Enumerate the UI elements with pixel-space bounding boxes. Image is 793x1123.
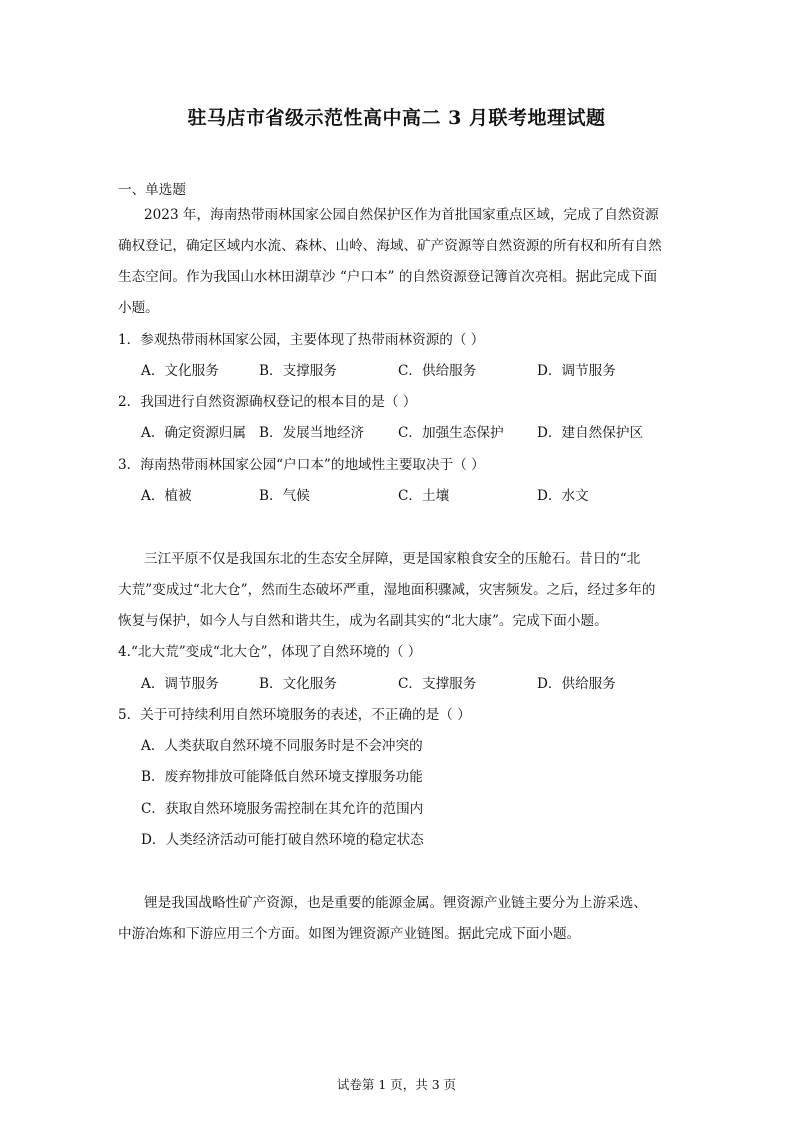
question-option: D．调节服务	[537, 363, 616, 379]
question-option: C．获取自然环境服务需控制在其允许的范围内	[141, 801, 424, 817]
passage1-line: 2023 年，海南热带雨林国家公园自然保护区作为首批国家重点区域，完成了自然资源	[144, 207, 659, 223]
question-option: A．文化服务	[141, 363, 219, 379]
passage2-line: 三江平原不仅是我国东北的生态安全屏障，更是国家粮食安全的压舱石。昔日的“北	[144, 551, 641, 567]
page-title: 驻马店市省级示范性高中高二 3 月联考地理试题	[187, 107, 606, 129]
question-option: A．确定资源归属	[141, 425, 246, 441]
question-stem: 5．关于可持续利用自然环境服务的表述，不正确的是（ ）	[118, 707, 471, 723]
passage2-line: 恢复与保护，如今人与自然和谐共生，成为名副其实的“北大康”。完成下面小题。	[118, 613, 608, 629]
question-option: A．调节服务	[141, 676, 219, 692]
question-option: D．建自然保护区	[537, 425, 644, 441]
question-option: C．支撑服务	[398, 676, 477, 692]
question-option: C．供给服务	[398, 363, 477, 379]
question-option: B．气候	[259, 488, 310, 504]
question-option: D．供给服务	[537, 676, 616, 692]
passage1-line: 小题。	[118, 300, 159, 316]
question-option: B．废弃物排放可能降低自然环境支撑服务功能	[141, 769, 423, 785]
question-option: A．人类获取自然环境不同服务时是不会冲突的	[141, 738, 423, 754]
question-option: B．支撑服务	[259, 363, 337, 379]
page-footer: 试卷第 1 页，共 3 页	[336, 1077, 457, 1092]
passage2-line: 大荒”变成过“北大仓”，然而生态破坏严重，湿地面积骤减，灾害频发。之后，经过多年的	[118, 582, 656, 598]
question-option: A．植被	[141, 488, 192, 504]
question-stem: 1．参观热带雨林国家公园，主要体现了热带雨林资源的（ ）	[118, 332, 485, 348]
section-heading: 一、单选题	[118, 182, 186, 198]
passage1-line: 确权登记，确定区域内水流、森林、山岭、海域、矿产资源等自然资源的所有权和所有自然	[118, 238, 662, 254]
question-option: C．加强生态保护	[398, 425, 504, 441]
question-option: B．文化服务	[259, 676, 337, 692]
question-option: D．人类经济活动可能打破自然环境的稳定状态	[141, 832, 424, 848]
question-option: C．土壤	[398, 488, 450, 504]
passage1-line: 生态空间。作为我国山水林田湖草沙 “户口本” 的自然资源登记簿首次亮相。据此完成下面	[118, 269, 658, 285]
question-stem: 4.“北大荒”变成“北大仓”，体现了自然环境的（ ）	[118, 644, 422, 660]
question-stem: 3．海南热带雨林国家公园“户口本”的地域性主要取决于（ ）	[118, 457, 485, 473]
passage3-line: 中游冶炼和下游应用三个方面。如图为锂资源产业链图。据此完成下面小题。	[118, 926, 581, 942]
question-stem: 2．我国进行自然资源确权登记的根本目的是（ ）	[118, 394, 417, 410]
passage3-line: 锂是我国战略性矿产资源，也是重要的能源金属。锂资源产业链主要分为上游采选、	[144, 895, 647, 911]
question-option: B．发展当地经济	[259, 425, 365, 441]
question-option: D．水文	[537, 488, 589, 504]
